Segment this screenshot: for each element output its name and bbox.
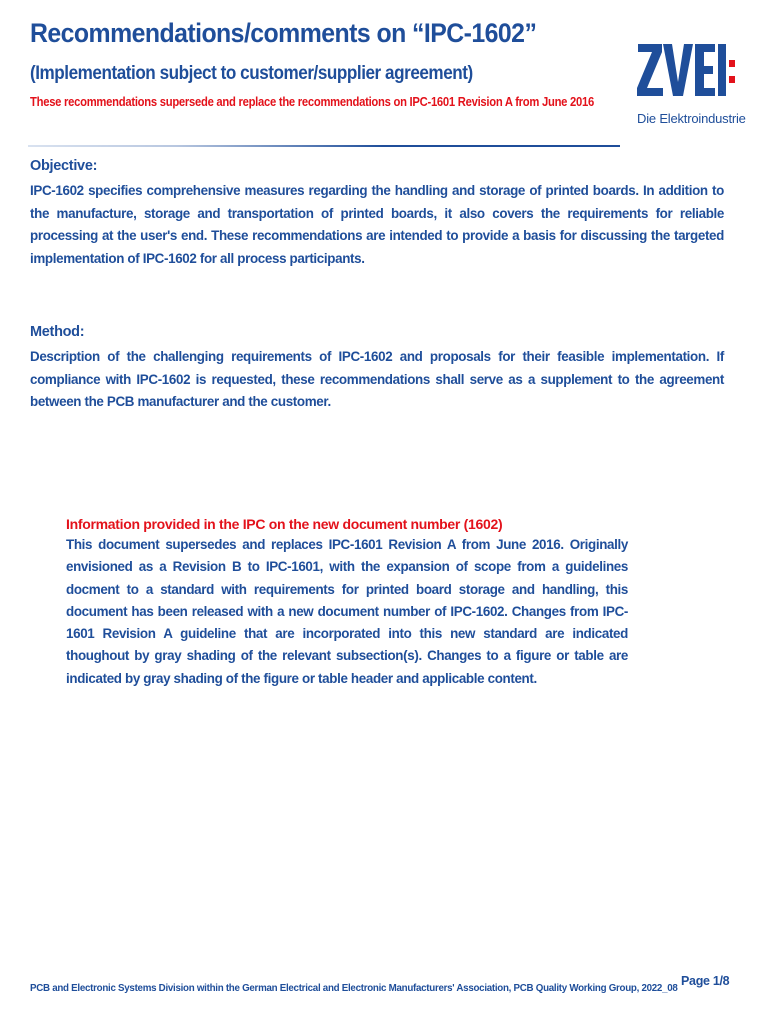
logo-tagline: Die Elektroindustrie	[637, 111, 746, 126]
page-number: Page 1/8	[681, 974, 730, 988]
footer-text: PCB and Electronic Systems Division within the German Electrical and Electronic Manufacturers' Association, PCB Quality Working Group, 2022_08	[30, 982, 678, 994]
info-heading: Information provided in the IPC on the new document number (1602)	[66, 516, 503, 532]
header-divider	[28, 145, 620, 147]
page-title: Recommendations/comments on “IPC-1602”	[30, 18, 537, 48]
objective-heading: Objective:	[30, 158, 98, 174]
method-section	[30, 324, 724, 414]
method-heading: Method:	[30, 324, 85, 340]
info-text: This document supersedes and replaces IPC-1601 Revision A from June 2016. Originally envisioned as a Revision B to IPC-1601, with the expansion of scope from a guidelines docment to a standard with requirements for printed board storage and handling, this document has been released with a new document number of IPC-1602. Changes from IPC-1601 Revision A guideline that are incorporated into this new standard are indicated thoughout by gray shading of the relevant subsection(s). Changes to a figure or table are indicated by gray shading of the figure or table header and applicable content.	[66, 537, 628, 686]
objective-text: IPC-1602 specifies comprehensive measures regarding the handling and storage of printed boards. In addition to the manufacture, storage and transportation of printed boards, it also covers the requirements for reliable processing at the user's end. These recommendations are intended to provide a basis for discussing the targeted implementation of IPC-1602 for all process participants.	[30, 183, 724, 266]
page-subtitle: (Implementation subject to customer/supplier agreement)	[30, 63, 473, 84]
supersede-note: These recommendations supersede and replace the recommendations on IPC-1601 Revision A from June 2016	[30, 95, 594, 109]
ipc-info-box	[66, 516, 628, 690]
method-text: Description of the challenging requirements of IPC-1602 and proposals for their feasible implementation. If compliance with IPC-1602 is requested, these recommendations shall serve as a supplement to the agreement between the PCB manufacturer and the customer.	[30, 349, 724, 409]
objective-section	[30, 158, 724, 270]
